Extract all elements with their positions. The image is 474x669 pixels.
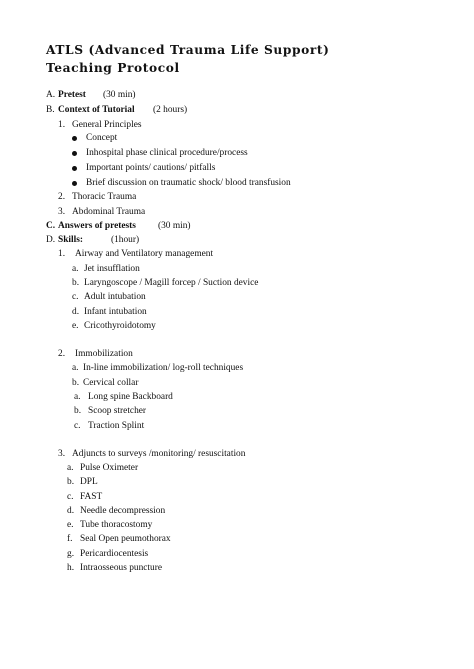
skill-item-letter: g.: [67, 549, 75, 559]
skill-item-seal-open-pneumothorax: Seal Open peumothorax: [80, 534, 171, 544]
skill-item-letter: a.: [74, 392, 81, 402]
bullet-item-traumatic-shock: Brief discussion on traumatic shock/ blood transfusion: [86, 178, 291, 188]
skill-item-letter: b.: [74, 406, 82, 416]
context-item-thoracic-trauma: Thoracic Trauma: [72, 192, 137, 202]
skill-item-inline-immobilization: In-line immobilization/ log-roll techniques: [83, 363, 244, 373]
skill-item-letter: c.: [67, 492, 74, 502]
skill-item-laryngoscope: Laryngoscope / Magill forcep / Suction device: [84, 278, 259, 288]
skill-number: 3.: [58, 449, 66, 459]
skill-item-letter: e.: [72, 321, 79, 331]
skill-item-traction-splint: Traction Splint: [88, 421, 145, 431]
skill-item-tube-thoracostomy: Tube thoracostomy: [80, 520, 153, 530]
context-item-number: 1.: [58, 120, 66, 130]
skill-item-infant-intubation: Infant intubation: [84, 307, 147, 317]
document-title-line-1: ATLS (Advanced Trauma Life Support): [46, 43, 330, 57]
section-d-letter: D.: [46, 235, 56, 245]
section-a-label: Pretest: [58, 90, 86, 100]
skill-item-pericardiocentesis: Pericardiocentesis: [80, 549, 149, 559]
section-c-duration: (30 min): [158, 221, 191, 231]
bullet-icon: [72, 181, 77, 186]
section-d-label: Skills:: [58, 235, 84, 245]
skill-number: 2.: [58, 349, 66, 359]
bullet-item-important-points: Important points/ cautions/ pitfalls: [86, 163, 216, 173]
section-a-letter: A.: [46, 90, 56, 100]
skill-item-jet-insufflation: Jet insufflation: [84, 264, 140, 274]
skill-number: 1.: [58, 249, 66, 259]
skill-heading-airway: Airway and Ventilatory management: [75, 249, 214, 259]
skill-item-letter: f.: [67, 534, 73, 544]
skill-item-intraosseous-puncture: Intraosseous puncture: [80, 563, 163, 573]
skill-heading-adjuncts: Adjuncts to surveys /monitoring/ resuscitation: [72, 449, 246, 459]
skill-item-letter: d.: [72, 307, 80, 317]
document-title-line-2: Teaching Protocol: [46, 61, 180, 75]
context-item-number: 3.: [58, 207, 66, 217]
skill-item-cervical-collar: Cervical collar: [83, 378, 139, 388]
context-item-number: 2.: [58, 192, 66, 202]
skill-item-letter: h.: [67, 563, 75, 573]
context-item-general-principles: General Principles: [72, 120, 142, 130]
bullet-icon: [72, 151, 77, 156]
section-c-label: Answers of pretests: [58, 221, 136, 231]
skill-item-letter: b.: [72, 378, 80, 388]
section-c-letter: C.: [46, 221, 56, 231]
skill-item-needle-decompression: Needle decompression: [80, 506, 166, 516]
skill-item-letter: a.: [67, 463, 74, 473]
section-d-duration: (1hour): [111, 235, 140, 245]
skill-item-cricothyroidotomy: Cricothyroidotomy: [84, 321, 156, 331]
skill-item-letter: c.: [72, 292, 79, 302]
skill-item-fast: FAST: [80, 492, 103, 502]
skill-heading-immobilization: Immobilization: [75, 349, 133, 359]
skill-item-letter: e.: [67, 520, 74, 530]
skill-item-scoop-stretcher: Scoop stretcher: [88, 406, 147, 416]
skill-item-pulse-oximeter: Pulse Oximeter: [80, 463, 139, 473]
skill-item-letter: a.: [72, 264, 79, 274]
bullet-item-concept: Concept: [86, 133, 118, 143]
section-b-letter: B.: [46, 105, 55, 115]
section-b-duration: (2 hours): [153, 105, 188, 115]
bullet-icon: [72, 166, 77, 171]
bullet-icon: [72, 136, 77, 141]
section-b-label: Context of Tutorial: [58, 105, 135, 115]
context-item-abdominal-trauma: Abdominal Trauma: [72, 207, 146, 217]
skill-item-letter: d.: [67, 506, 75, 516]
skill-item-letter: b.: [67, 477, 75, 487]
skill-item-dpl: DPL: [80, 477, 98, 487]
skill-item-letter: c.: [74, 421, 81, 431]
bullet-item-inhospital-phase: Inhospital phase clinical procedure/process: [86, 148, 248, 158]
skill-item-adult-intubation: Adult intubation: [84, 292, 146, 302]
skill-item-letter: b.: [72, 278, 80, 288]
skill-item-long-spine-backboard: Long spine Backboard: [88, 392, 173, 402]
section-a-duration: (30 min): [103, 90, 136, 100]
skill-item-letter: a.: [72, 363, 79, 373]
